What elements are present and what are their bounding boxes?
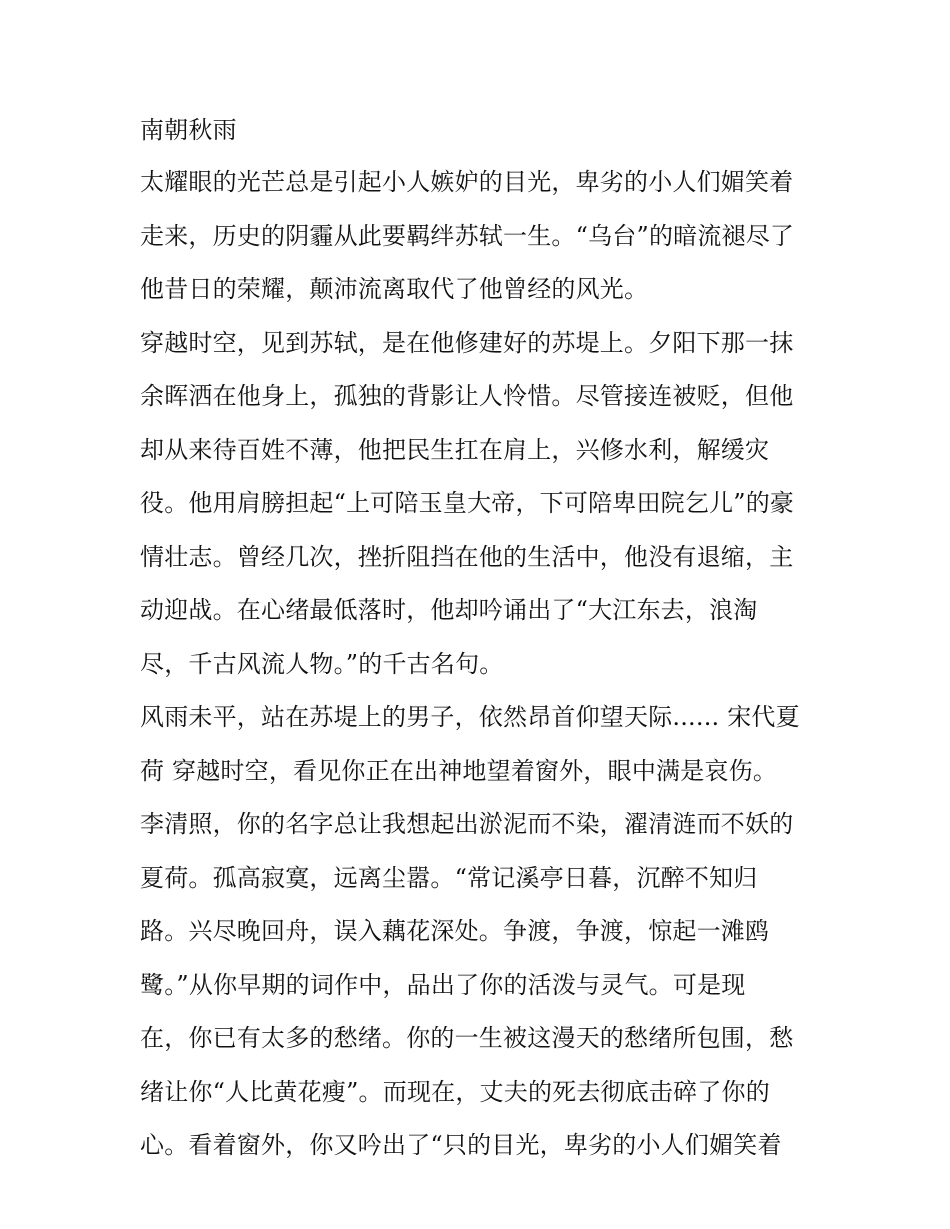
- document-body: [140, 110, 820, 1173]
- text-line: 风雨未平，站在苏堤上的男子，依然昂首仰望天际...... 宋代夏: [140, 703, 800, 731]
- text-line: 尽，千古风流人物。”的千古名句。: [140, 649, 504, 678]
- text-line: 鹭。”从你早期的词作中，品出了你的活泼与灵气。可是现: [140, 970, 746, 999]
- text-line: 动迎战。在心绪最低落时，他却吟诵出了“大江东去，浪淘: [140, 596, 758, 624]
- text-line: 夏荷。孤高寂寞，远离尘嚣。“常记溪亭日暮，沉醉不知归: [140, 863, 758, 892]
- text-line: 走来，历史的阴霾从此要羁绊苏轼一生。“乌台”的暗流褪尽了: [140, 221, 795, 250]
- text-line: 太耀眼的光芒总是引起小人嫉妒的目光，卑劣的小人们媚笑着: [140, 168, 794, 196]
- document-title: 南朝秋雨: [140, 116, 237, 144]
- text-line: 心。看着窗外，你又吟出了“只的目光，卑劣的小人们媚笑着: [140, 1131, 782, 1159]
- text-line: 却从来待百姓不薄，他把民生扛在肩上，兴修水利，解缓灾: [140, 435, 770, 464]
- text-line: 在，你已有太多的愁绪。你的一生被这漫天的愁绪所包围，愁: [140, 1024, 794, 1052]
- text-line: 他昔日的荣耀，颠沛流离取代了他曾经的风光。: [140, 275, 649, 303]
- text-line: 李清照，你的名字总让我想起出淤泥而不染，濯清涟而不妖的: [140, 810, 794, 838]
- text-line: 余晖洒在他身上，孤独的背影让人怜惜。尽管接连被贬，但他: [140, 382, 794, 410]
- text-line: 情壮志。曾经几次，挫折阻挡在他的生活中，他没有退缩，主: [140, 542, 794, 571]
- text-line: 穿越时空，见到苏轼，是在他修建好的苏堤上。夕阳下那一抹: [140, 328, 794, 357]
- text-line: 绪让你“人比黄花瘦”。而现在，丈夫的死去彻底击碎了你的: [140, 1077, 770, 1106]
- text-line: 荷 穿越时空，看见你正在出神地望着窗外，眼中满是哀伤。: [140, 756, 778, 785]
- text-line: 役。他用肩膀担起“上可陪玉皇大帝，下可陪卑田院乞儿”的豪: [140, 489, 795, 517]
- text-line: 路。兴尽晚回舟，误入藕花深处。争渡，争渡，惊起一滩鸥: [140, 917, 770, 945]
